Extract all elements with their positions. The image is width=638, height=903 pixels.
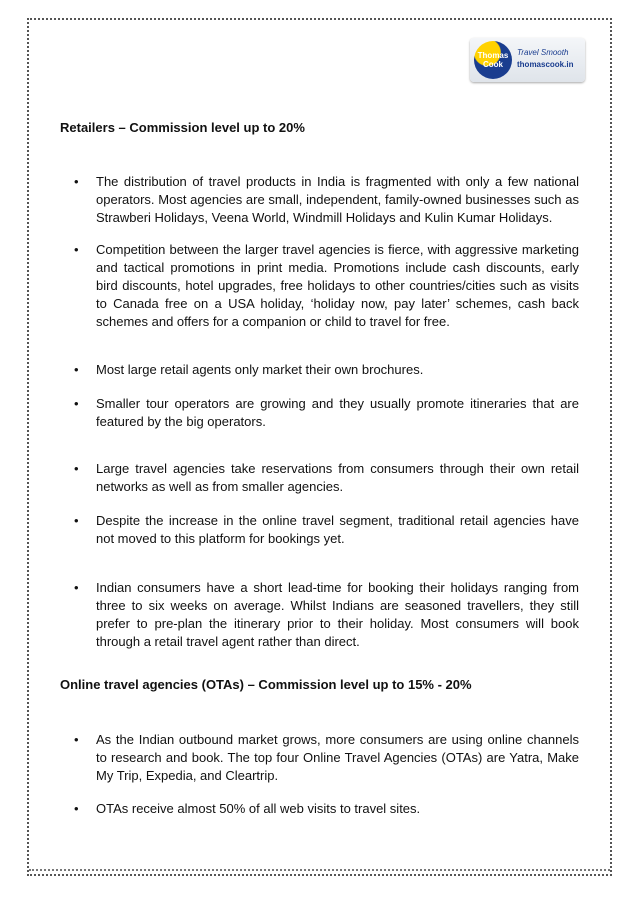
- list-item-text: Indian consumers have a short lead-time for booking their holidays ranging from three to six weeks on average. Whilst Indians are seasoned travellers, they still prefer to pre-plan the itinerary prior to their holiday. Most consumers will book through a retail travel agent rather than direct.: [96, 580, 579, 649]
- list-item-text: Smaller tour operators are growing and they usually promote itineraries that are featured by the big operators.: [96, 396, 579, 429]
- list-item-text: Large travel agencies take reservations from consumers through their own retail networks as well as from smaller agencies.: [96, 461, 579, 494]
- list-item: • Most large retail agents only market their own brochures.: [74, 361, 579, 379]
- thomas-cook-logo: [470, 38, 585, 82]
- list-item: • As the Indian outbound market grows, more consumers are using online channels to research and book. The top four Online Travel Agencies (OTAs) are Yatra, Make My Trip, Expedia, and Cleartrip.: [74, 732, 579, 783]
- globe-icon: [474, 41, 512, 79]
- logo-brand-line2: Cook: [483, 60, 503, 69]
- logo-brand-line1: Thomas: [477, 51, 509, 60]
- list-item: • Smaller tour operators are growing and they usually promote itineraries that are featured by the big operators.: [74, 396, 579, 429]
- list-item-text: OTAs receive almost 50% of all web visits to travel sites.: [96, 801, 421, 816]
- logo-website: thomascook.in: [517, 60, 574, 69]
- list-item-text: Most large retail agents only market their own brochures.: [96, 362, 424, 377]
- list-item-text: Despite the increase in the online travel segment, traditional retail agencies have not moved to this platform for bookings yet.: [96, 513, 579, 546]
- logo-tagline: Travel Smooth: [517, 48, 569, 57]
- list-item: • Large travel agencies take reservations from consumers through their own retail networks as well as from smaller agencies.: [74, 461, 579, 494]
- section-heading-retailers: Retailers – Commission level up to 20%: [60, 120, 305, 135]
- list-item: • Despite the increase in the online travel segment, traditional retail agencies have not moved to this platform for bookings yet.: [74, 513, 579, 546]
- list-item-text: Competition between the larger travel agencies is fierce, with aggressive marketing and tactical promotions in print media. Promotions include cash discounts, early bird discounts, hotel upgrades, free holidays to other countries/cities such as visits to Canada free on a USA holiday, ‘holiday now, pay later’ schemes, cash back schemes and offers for a companion or child to travel for free.: [96, 242, 579, 329]
- section-heading-otas: Online travel agencies (OTAs) – Commission level up to 15% - 20%: [60, 677, 472, 692]
- list-item: • Indian consumers have a short lead-time for booking their holidays ranging from three to six weeks on average. Whilst Indians are seasoned travellers, they still prefer to pre-plan the itinerary prior to their holiday. Most consumers will book through a retail travel agent rather than direct.: [74, 580, 579, 649]
- list-item: • Competition between the larger travel agencies is fierce, with aggressive marketing and tactical promotions in print media. Promotions include cash discounts, early bird discounts, hotel upgrades, free holidays to other countries/cities such as visits to Canada free on a USA holiday, ‘holiday now, pay later’ schemes, cash back schemes and offers for a companion or child to travel for free.: [74, 242, 579, 329]
- list-item-text: As the Indian outbound market grows, more consumers are using online channels to research and book. The top four Online Travel Agencies (OTAs) are Yatra, Make My Trip, Expedia, and Cleartrip.: [96, 732, 579, 783]
- list-item: • The distribution of travel products in India is fragmented with only a few national operators. Most agencies are small, independent, family-owned businesses such as Strawberi Holidays, Veena World, Windmill Holidays and Kulin Kumar Holidays.: [74, 174, 579, 225]
- list-item-text: The distribution of travel products in India is fragmented with only a few national operators. Most agencies are small, independent, family-owned businesses such as Strawberi Holidays, Veena World, Windmill Holidays and Kulin Kumar Holidays.: [96, 174, 579, 225]
- list-item: • OTAs receive almost 50% of all web visits to travel sites.: [74, 800, 579, 818]
